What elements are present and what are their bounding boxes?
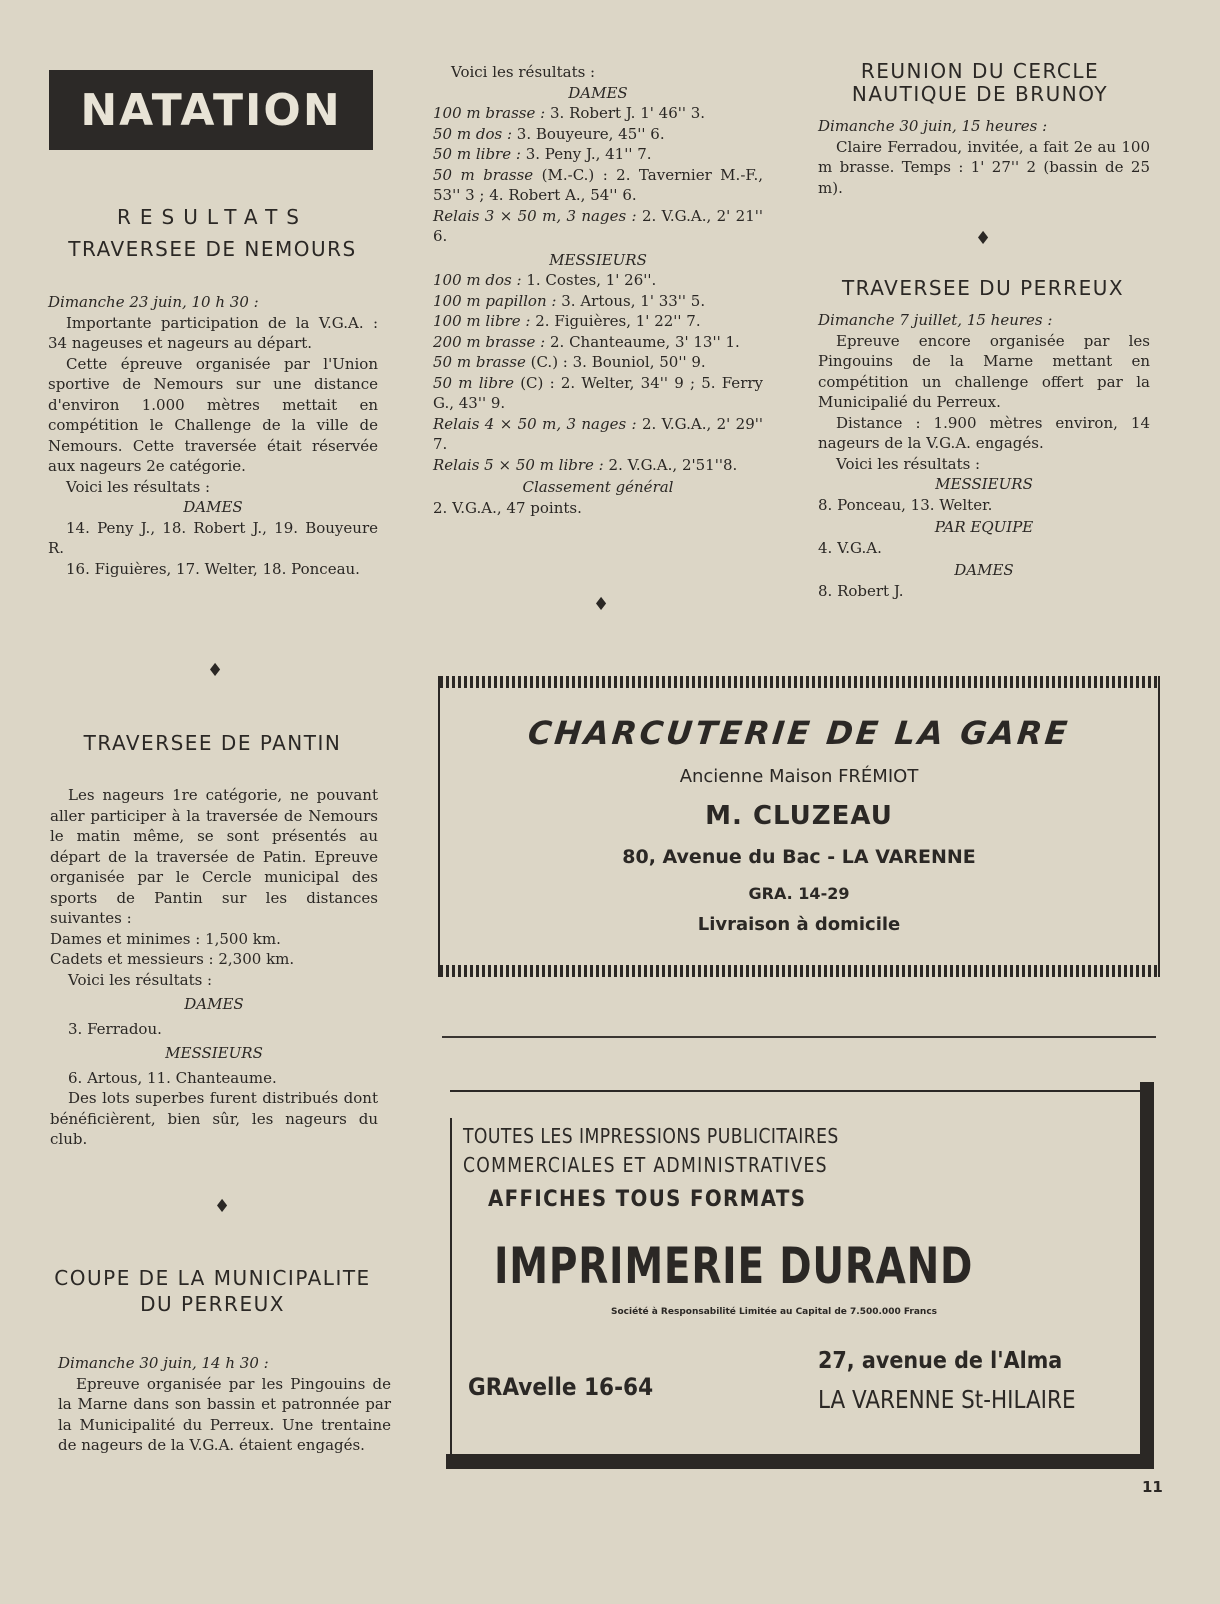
- advertisement-charcuterie: [438, 676, 1160, 977]
- imprimerie-name: IMPRIMERIE DURAND: [494, 1237, 974, 1295]
- result-line: 50 m brasse (C.) : 3. Bouniol, 50'' 9.: [433, 353, 706, 371]
- ad-border-hatch: [440, 676, 1158, 688]
- imprimerie-line-2: COMMERCIALES ET ADMINISTRATIVES: [463, 1153, 828, 1177]
- result-line: 100 m dos : 1. Costes, 1' 26''.: [433, 271, 657, 289]
- coupe-heading-line-2: DU PERREUX: [140, 1292, 285, 1316]
- perreux-article: [818, 310, 1150, 601]
- charcuterie-phone: GRA. 14-29: [748, 884, 850, 903]
- coupe-heading-line-1: COUPE DE LA MUNICIPALITE: [54, 1266, 371, 1290]
- imprimerie-line-1: TOUTES LES IMPRESSIONS PUBLICITAIRES: [463, 1124, 839, 1148]
- pantin-heading: TRAVERSEE DE PANTIN: [83, 731, 342, 755]
- pantin-paragraph-2: Des lots superbes furent distribués dont bénéficièrent, bien sûr, les nageurs du club.: [50, 1089, 378, 1148]
- brunoy-heading-line-1: REUNION DU CERCLE: [860, 59, 1100, 83]
- perreux-messieurs-label: MESSIEURS: [935, 475, 1033, 493]
- result-line: 50 m brasse (M.-C.) : 2. Tavernier M.-F., 53'' 3 ; 4. Robert A., 54'' 6.: [433, 165, 763, 204]
- nemours-paragraph-1: Importante participation de la V.G.A. : 34 nageuses et nageurs au départ.: [48, 313, 378, 352]
- separator-diamond: ♦: [975, 228, 992, 249]
- charcuterie-owner: M. CLUZEAU: [705, 801, 893, 831]
- nemours-heading: TRAVERSEE DE NEMOURS: [68, 237, 357, 261]
- charcuterie-name: CHARCUTERIE DE LA GARE: [526, 714, 1072, 752]
- classement-label: Classement général: [522, 478, 674, 496]
- result-line: 200 m brasse : 2. Chanteaume, 3' 13'' 1.: [433, 332, 740, 351]
- pantin-results-intro: Voici les résultats :: [68, 970, 213, 989]
- pantin-distance-2: Cadets et messieurs : 2,300 km.: [50, 950, 295, 968]
- results-heading: RESULTATS: [117, 205, 308, 229]
- perreux-equipe-results: 4. V.G.A.: [818, 538, 882, 557]
- result-line: 50 m dos : 3. Bouyeure, 45'' 6.: [433, 124, 665, 143]
- pantin-distance-1: Dames et minimes : 1,500 km.: [50, 929, 281, 948]
- result-line: Relais 4 × 50 m, 3 nages : 2. V.G.A., 2' 29'' 7.: [433, 414, 763, 453]
- middle-results: [433, 62, 763, 518]
- charcuterie-delivery: Livraison à domicile: [697, 914, 901, 935]
- nemours-results-intro: Voici les résultats :: [66, 477, 211, 496]
- coupe-date: Dimanche 30 juin, 14 h 30 :: [58, 1354, 269, 1372]
- imprimerie-address-2: LA VARENNE St-HILAIRE: [818, 1385, 1076, 1414]
- ad-frame-shadow-bottom: [446, 1454, 1154, 1469]
- pantin-messieurs-results: 6. Artous, 11. Chanteaume.: [68, 1068, 277, 1087]
- pantin-article: [50, 785, 378, 1150]
- result-line: Relais 3 × 50 m, 3 nages : 2. V.G.A., 2' 21'' 6.: [433, 206, 763, 245]
- charcuterie-address: 80, Avenue du Bac - LA VARENNE: [622, 846, 976, 868]
- imprimerie-line-3: AFFICHES TOUS FORMATS: [488, 1187, 807, 1212]
- imprimerie-address-1: 27, avenue de l'Alma: [818, 1348, 1063, 1374]
- separator-diamond: ♦: [593, 594, 610, 615]
- brunoy-article: [818, 116, 1150, 198]
- pantin-dames-results: 3. Ferradou.: [68, 1019, 162, 1038]
- nemours-dames-results-2: 16. Figuières, 17. Welter, 18. Ponceau.: [66, 559, 360, 578]
- imprimerie-legal: Société à Responsabilité Limitée au Capital de 7.500.000 Francs: [611, 1307, 938, 1317]
- perreux-date: Dimanche 7 juillet, 15 heures :: [818, 311, 1053, 329]
- classement-result: 2. V.G.A., 47 points.: [433, 498, 582, 517]
- result-line: 100 m papillon : 3. Artous, 1' 33'' 5.: [433, 291, 706, 310]
- perreux-heading: TRAVERSEE DU PERREUX: [841, 276, 1125, 300]
- coupe-paragraph-1: Epreuve organisée par les Pingouins de la Marne dans son bassin et patronnée par la Municipalité du Perreux. Une trentaine de nageurs de la V.G.A. étaient engagés.: [58, 1374, 391, 1454]
- perreux-dames-results: 8. Robert J.: [818, 581, 904, 600]
- result-line: 100 m brasse : 3. Robert J. 1' 46'' 3.: [433, 104, 706, 122]
- page-number: 11: [1142, 1478, 1163, 1496]
- result-line: 50 m libre : 3. Peny J., 41'' 7.: [433, 145, 652, 163]
- perreux-paragraph-2: Distance : 1.900 mètres environ, 14 nageurs de la V.G.A. engagés.: [818, 413, 1150, 452]
- perreux-paragraph-1: Epreuve encore organisée par les Pingouins de la Marne mettant en compétition un challenge offert par la Municipalié du Perreux.: [818, 331, 1150, 411]
- coupe-article: [58, 1353, 391, 1456]
- result-line: 50 m libre (C) : 2. Welter, 34'' 9 ; 5. Ferry G., 43'' 9.: [433, 373, 764, 412]
- separator-diamond: ♦: [207, 660, 224, 681]
- pantin-dames-label: DAMES: [184, 995, 244, 1013]
- ad-border-hatch: [440, 965, 1158, 977]
- nemours-article: [48, 292, 378, 579]
- charcuterie-subtitle: Ancienne Maison FRÉMIOT: [679, 766, 919, 787]
- nemours-paragraph-2: Cette épreuve organisée par l'Union sportive de Nemours sur une distance d'environ 1.000 mètres mettait en compétition le Challenge de la ville de Nemours. Cette traversée était réservée aux nageurs 2e catégorie.: [48, 354, 378, 475]
- separator-diamond: ♦: [214, 1196, 231, 1217]
- nemours-dames-results-1: 14. Peny J., 18. Robert J., 19. Bouyeure R.: [48, 518, 378, 557]
- middle-dames-label: DAMES: [568, 83, 628, 102]
- ad-frame-left: [450, 1118, 452, 1454]
- nemours-date: Dimanche 23 juin, 10 h 30 :: [48, 293, 259, 311]
- perreux-messieurs-results: 8. Ponceau, 13. Welter.: [818, 495, 993, 514]
- brunoy-paragraph-1: Claire Ferradou, invitée, a fait 2e au 100 m brasse. Temps : 1' 27'' 2 (bassin de 25 m).: [818, 137, 1150, 197]
- perreux-equipe-label: PAR EQUIPE: [934, 518, 1034, 536]
- horizontal-rule: [442, 1036, 1156, 1038]
- nemours-dames-label: DAMES: [183, 498, 243, 516]
- perreux-results-intro: Voici les résultats :: [836, 454, 981, 473]
- pantin-paragraph-1: Les nageurs 1re catégorie, ne pouvant aller participer à la traversée de Nemours le matin même, se sont présentés au départ de la traversée de Patin. Epreuve organisée par le Cercle municipal des sports de Pantin sur les distances suivantes :: [50, 786, 378, 927]
- section-title: NATATION: [49, 70, 373, 150]
- pantin-messieurs-label: MESSIEURS: [165, 1044, 263, 1062]
- imprimerie-phone: GRAvelle 16-64: [468, 1373, 654, 1401]
- ad-frame-top: [450, 1090, 1140, 1092]
- result-line: Relais 5 × 50 m libre : 2. V.G.A., 2'51''8.: [433, 455, 738, 474]
- middle-messieurs-label: MESSIEURS: [549, 250, 647, 269]
- perreux-dames-label: DAMES: [954, 561, 1014, 579]
- brunoy-date: Dimanche 30 juin, 15 heures :: [818, 117, 1048, 135]
- result-line: 100 m libre : 2. Figuières, 1' 22'' 7.: [433, 312, 701, 330]
- middle-results-intro: Voici les résultats :: [451, 63, 596, 81]
- brunoy-heading-line-2: NAUTIQUE DE BRUNOY: [851, 82, 1109, 106]
- ad-frame-shadow-right: [1140, 1082, 1154, 1468]
